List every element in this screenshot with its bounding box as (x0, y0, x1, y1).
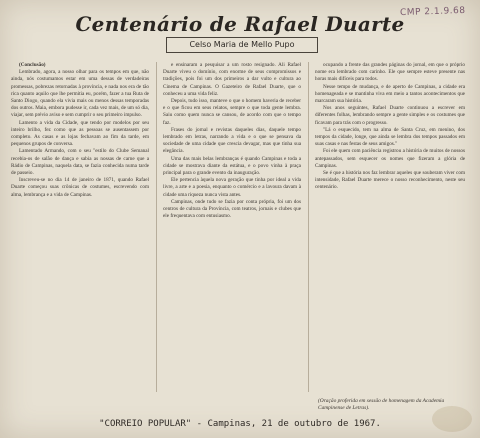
paragraph: ocupando a frente das grandes páginas do jornal, em que o próprio nome era lembrado com carinho. Ele que sempre esteve presente nas horas mais difíceis para todos. (315, 62, 465, 83)
paragraph: Lembrado, agora, a nosso olhar para os tempos em que, não ainda, nós costumamos estar em uma dessas de verdadeiras promessas, pobrezas retornadas à província, e nada nos era de tão rica quanto aquilo que lhe permitia eu, porém, fazer a tua Ruta de Santo Diogo, quando ela vivia mais ou menos dessas temporadas dos outros. Maia, embora pudesse ir, cada vez mais, de um só dia, viajar, sem prévio aviso e sem cumprir o seu primeiro impulso. (11, 69, 149, 119)
paragraph: Lamento a vida da Cidade, que tendo por modelos por seu inteiro brilho, fez como que as pessoas se ausentassem por completo. As casas e as lojas fechavam ao fim da tarde, em pequenos grupos de conversa. (11, 119, 149, 148)
article-title: Centenário de Rafael Duarte (75, 12, 405, 36)
paragraph: Depois, tudo isso, manteve o que o homem haveria de receber e o que ficou em seus relatos, sempre o que toda gente lembra. Saiu como quem nunca se cansou, de acordo com que o tempo faz. (163, 98, 301, 126)
column-divider (308, 62, 309, 392)
paragraph: e ensinaram a pesquisar a um rosto resignado. Ali Rafael Duarte viveu o domínio, com enorme de seus compromissos e tradições, pois foi um dos primeiros a dar vulto e cultura ao Cinema de Campinas. O Gazeteiro de Rafael Duarte, que o conheceu a uma vida feliz. (163, 62, 301, 97)
paragraph: Uma das mais belas lembranças é quando Campinas e toda a cidade se mostrava diante da estátua, e o povo vinha à praça principal para o grande evento da inauguração. (163, 155, 301, 177)
source-line: "CORREIO POPULAR" - Campinas, 21 de outubro de 1967. (99, 419, 381, 429)
archive-stamp: CMP 2.1.9.68 (400, 5, 467, 19)
paragraph: Campinas, onde tudo se fazia por conta própria, foi um dos centros de cultura da Província, com teatros, jornais e clubes que ele frequentava com entusiasmo. (163, 198, 301, 220)
column-2 (163, 62, 301, 392)
paragraph: Inscreveu-se no dia 14 de janeiro de 1871, quando Rafael Duarte começou suas crônicas de costumes, escrevendo com alma, lembrança e a vida de Campinas. (11, 177, 149, 198)
paragraph: Se é que a história nos faz lembrar aqueles que souberam viver com intensidade, Rafael Duarte merece o nosso reconhecimento, neste seu centenário. (315, 170, 465, 191)
paragraph: Nesse tempo de mudança, e de aperto de Campinas, a cidade era homenageada e se mantinha viva em meio a tantos acontecimentos que marcaram sua história. (315, 83, 465, 105)
paragraph: "Lá o esquecido, tem na alma de Santa Cruz, em menino, dos tempos da cidade, longe, que ainda se lembra dos tempos passados em suas casas e nas festas de seus amigos." (315, 126, 465, 148)
paragraph: (Conclusão) (19, 62, 46, 68)
paper-stain (432, 406, 472, 432)
footnote: (Oração proferida em sessão de homenagem da Academia Campinense de Letras). (318, 398, 445, 411)
paragraph: Lamentado Armando, com o seu "estilo do Clube Semanal recebia-os de salão de dança e sabia as nossas de carne que a Rádio de Campinas, naquela data, se fazia conhecida numa tarde de passeio. (11, 148, 149, 177)
column-1 (11, 62, 149, 392)
column-divider (156, 62, 157, 392)
paragraph: Foi ele quem com paciência registrou a história de muitos de nossos antepassados, sem esquecer os nomes que fizeram a glória de Campinas. (315, 148, 465, 169)
column-3 (315, 62, 465, 392)
paragraph: Frases do jornal e revistas daqueles dias, daquele tempo lembrado em letras, narrando a vida e o que se pensava da sociedade de uma cidade que crescia devagar, mas que tinha sua elegância. (163, 126, 301, 155)
author-byline: Celso Maria de Mello Pupo (166, 37, 318, 53)
paragraph: Ele pertencia àquela nova geração que tinha por ideal a vida livre, a arte e a poesia, enquanto o comércio e a lavoura davam à cidade uma riqueza nunca vista antes. (163, 177, 301, 198)
paragraph: Nos anos seguintes, Rafael Duarte continuou a escrever em diferentes folhas, lembrando sempre a gente simples e os costumes que ficavam para trás com o progresso. (315, 105, 465, 126)
